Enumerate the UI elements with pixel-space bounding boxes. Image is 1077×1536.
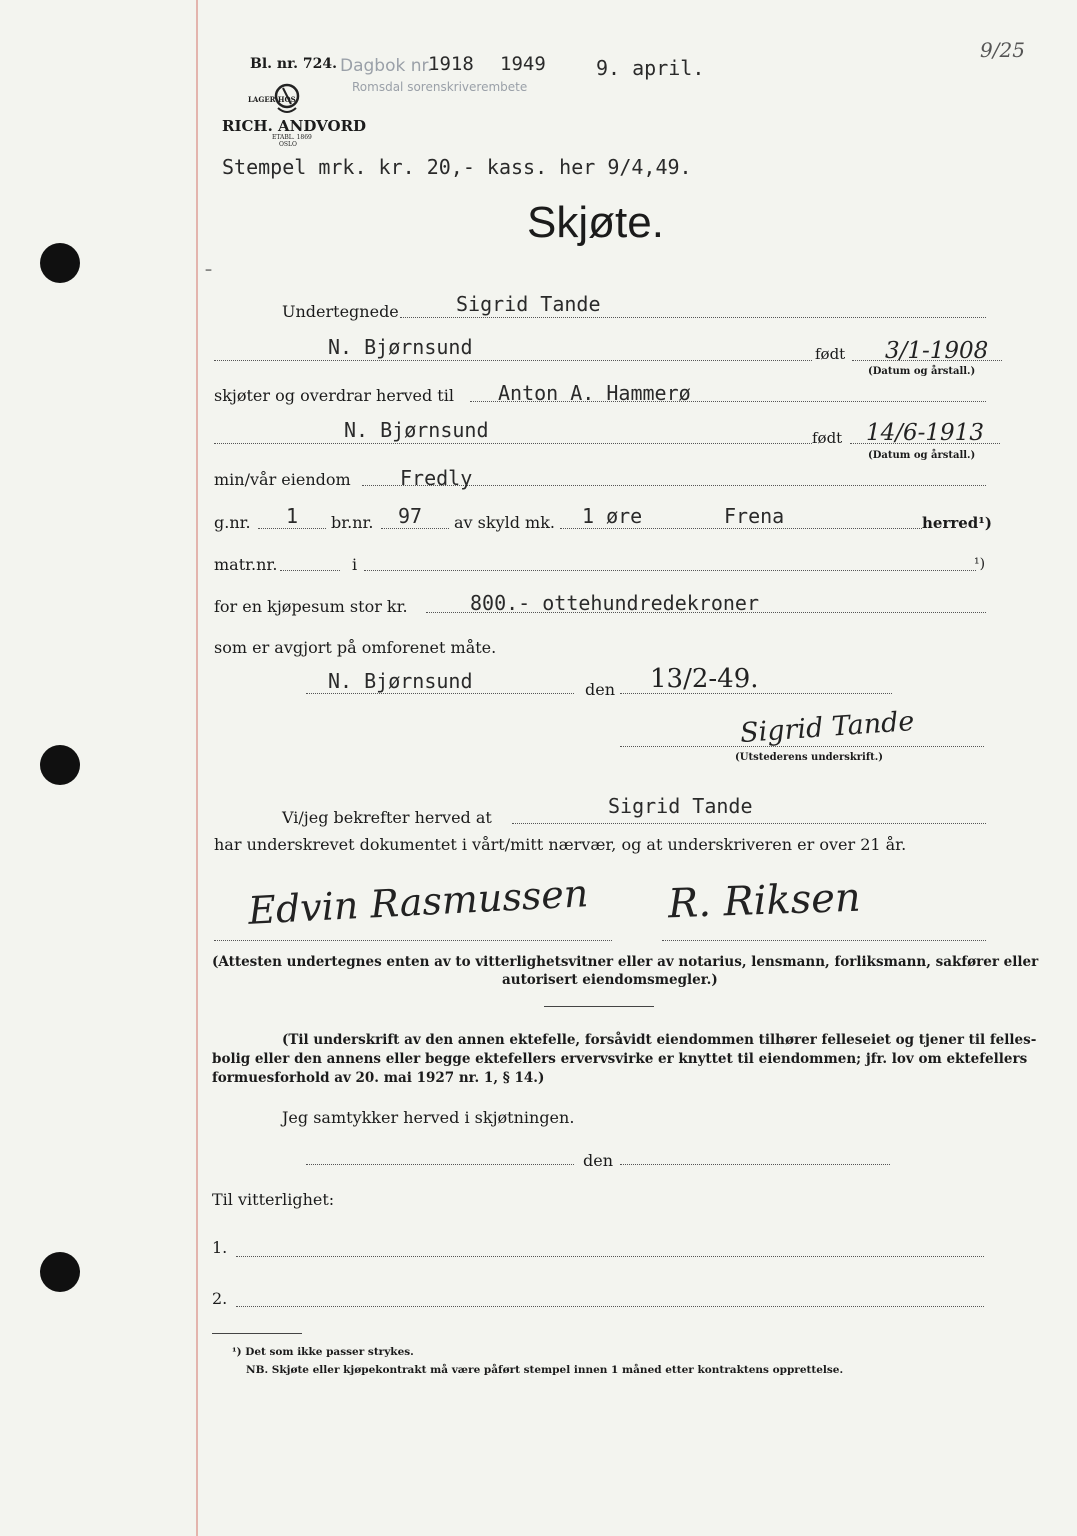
property-name: Fredly: [400, 466, 473, 490]
publisher-name: RICH. ANDVORD: [222, 117, 367, 135]
settled-text: som er avgjort på omforenet måte.: [214, 638, 497, 657]
stray-dash: –: [205, 262, 212, 278]
issuer-signature: Sigrid Tande: [739, 705, 916, 750]
price-label: for en kjøpesum stor kr.: [214, 597, 408, 616]
publisher-top: LAGER HOS: [248, 95, 296, 104]
herred-label: herred¹): [922, 514, 992, 532]
punch-hole-top: [40, 243, 80, 283]
herred-value: Frena: [724, 504, 785, 528]
witness-signature-1: Edvin Rasmussen: [247, 871, 590, 933]
attestation-note-2: autorisert eiendomsmegler.): [502, 972, 718, 988]
document-title: Skjøte.: [527, 198, 664, 247]
price-amount: 800.- ottehundredekroner: [470, 591, 759, 615]
spouse-note-2: bolig eller den annens eller begge ektefellers ervervsvirke er knyttet til eiendommen; jfr. lov om ektefellers: [212, 1051, 1028, 1067]
dotted-line: [662, 940, 986, 941]
dagbok-label: Dagbok nr.: [340, 56, 433, 76]
seller-born-label: født: [815, 345, 846, 363]
seller-address: N. Bjørnsund: [328, 335, 473, 359]
corner-mark: 9/25: [980, 38, 1025, 62]
witness-label: Til vitterlighet:: [212, 1190, 335, 1209]
dotted-line: [306, 693, 574, 694]
witness-signature-2: R. Riksen: [667, 874, 862, 928]
footnote-rule: [212, 1333, 302, 1334]
signing-date: 13/2-49.: [650, 664, 759, 694]
punch-hole-middle: [40, 745, 80, 785]
dotted-line: [400, 317, 986, 318]
stamp-note: Stempel mrk. kr. 20,- kass. her 9/4,49.: [222, 155, 692, 179]
registration-date: 9. april.: [596, 56, 705, 80]
transfer-label: skjøter og overdrar herved til: [214, 386, 454, 405]
confirm-label: Vi/jeg bekrefter herved at: [282, 808, 492, 827]
dagbok-number: 1918: [428, 53, 474, 75]
office-stamp: Romsdal sorenskriverembete: [352, 80, 528, 94]
brnr-value: 97: [398, 504, 423, 528]
seller-born-date: 3/1-1908: [885, 338, 989, 364]
publisher-city: OSLO: [279, 141, 297, 148]
buyer-address: N. Bjørnsund: [344, 418, 489, 442]
buyer-born-date: 14/6-1913: [866, 420, 984, 446]
gnr-value: 1: [286, 504, 299, 528]
dotted-line: [236, 1306, 984, 1307]
form-number: Bl. nr. 724.: [250, 56, 338, 72]
dotted-line: [236, 1256, 984, 1257]
dotted-line: [560, 528, 922, 529]
publisher-sub: ETABL. 1869: [272, 134, 312, 141]
punch-hole-bottom: [40, 1252, 80, 1292]
matr-i-label: i: [352, 555, 358, 574]
dotted-line: [364, 570, 976, 571]
property-label: min/vår eiendom: [214, 470, 351, 489]
dotted-line: [214, 443, 812, 444]
dotted-line: [258, 528, 326, 529]
seller-name: Sigrid Tande: [456, 292, 601, 316]
witness-line-1-label: 1.: [212, 1238, 228, 1257]
spouse-note-1: (Til underskrift av den annen ektefelle, forsåvidt eiendommen tilhører felleseiet og tjener til felles-: [282, 1032, 1037, 1048]
gnr-label: g.nr.: [214, 513, 251, 532]
skyld-value: 1 øre: [582, 504, 643, 528]
dotted-line: [620, 1164, 890, 1165]
dagbok-year: 1949: [500, 53, 546, 75]
dotted-line: [214, 360, 812, 361]
buyer-born-label: født: [812, 429, 843, 447]
margin-rule: [196, 0, 198, 1536]
attestation-note-1: (Attesten undertegnes enten av to vitterlighetsvitner eller av notarius, lensmann, forliksmann, sakfører eller: [212, 954, 1039, 970]
signing-place: N. Bjørnsund: [328, 669, 473, 693]
matrnr-label: matr.nr.: [214, 555, 278, 574]
consent-text: Jeg samtykker herved i skjøtningen.: [282, 1108, 575, 1127]
seller-date-hint: (Datum og årstall.): [868, 366, 976, 377]
spouse-note-3: formuesforhold av 20. mai 1927 nr. 1, § 14.): [212, 1070, 545, 1086]
dotted-line: [306, 1164, 574, 1165]
witness-line-2-label: 2.: [212, 1289, 228, 1308]
footnote-1: ¹) Det som ikke passer strykes.: [232, 1346, 414, 1358]
buyer-date-hint: (Datum og årstall.): [868, 450, 976, 461]
dotted-line: [280, 570, 340, 571]
consent-den-label: den: [583, 1151, 614, 1170]
signature-caption: (Utstederens underskrift.): [735, 752, 883, 763]
brnr-label: br.nr.: [331, 513, 374, 532]
section-divider: [544, 1006, 654, 1007]
attestation-statement: har underskrevet dokumentet i vårt/mitt nærvær, og at underskriveren er over 21 år.: [214, 835, 907, 854]
skyld-label: av skyld mk.: [454, 513, 556, 532]
signature-line: [620, 746, 984, 747]
matr-footnote-mark: ¹): [974, 556, 986, 572]
dotted-line: [512, 823, 986, 824]
undertegnede-label: Undertegnede: [282, 302, 399, 321]
attested-name: Sigrid Tande: [608, 794, 753, 818]
dotted-line: [381, 528, 449, 529]
buyer-name: Anton A. Hammerø: [498, 381, 691, 405]
signing-den-label: den: [585, 680, 616, 699]
footnote-2: NB. Skjøte eller kjøpekontrakt må være påført stempel innen 1 måned etter kontraktens opprettelse.: [246, 1364, 844, 1376]
dotted-line: [214, 940, 612, 941]
